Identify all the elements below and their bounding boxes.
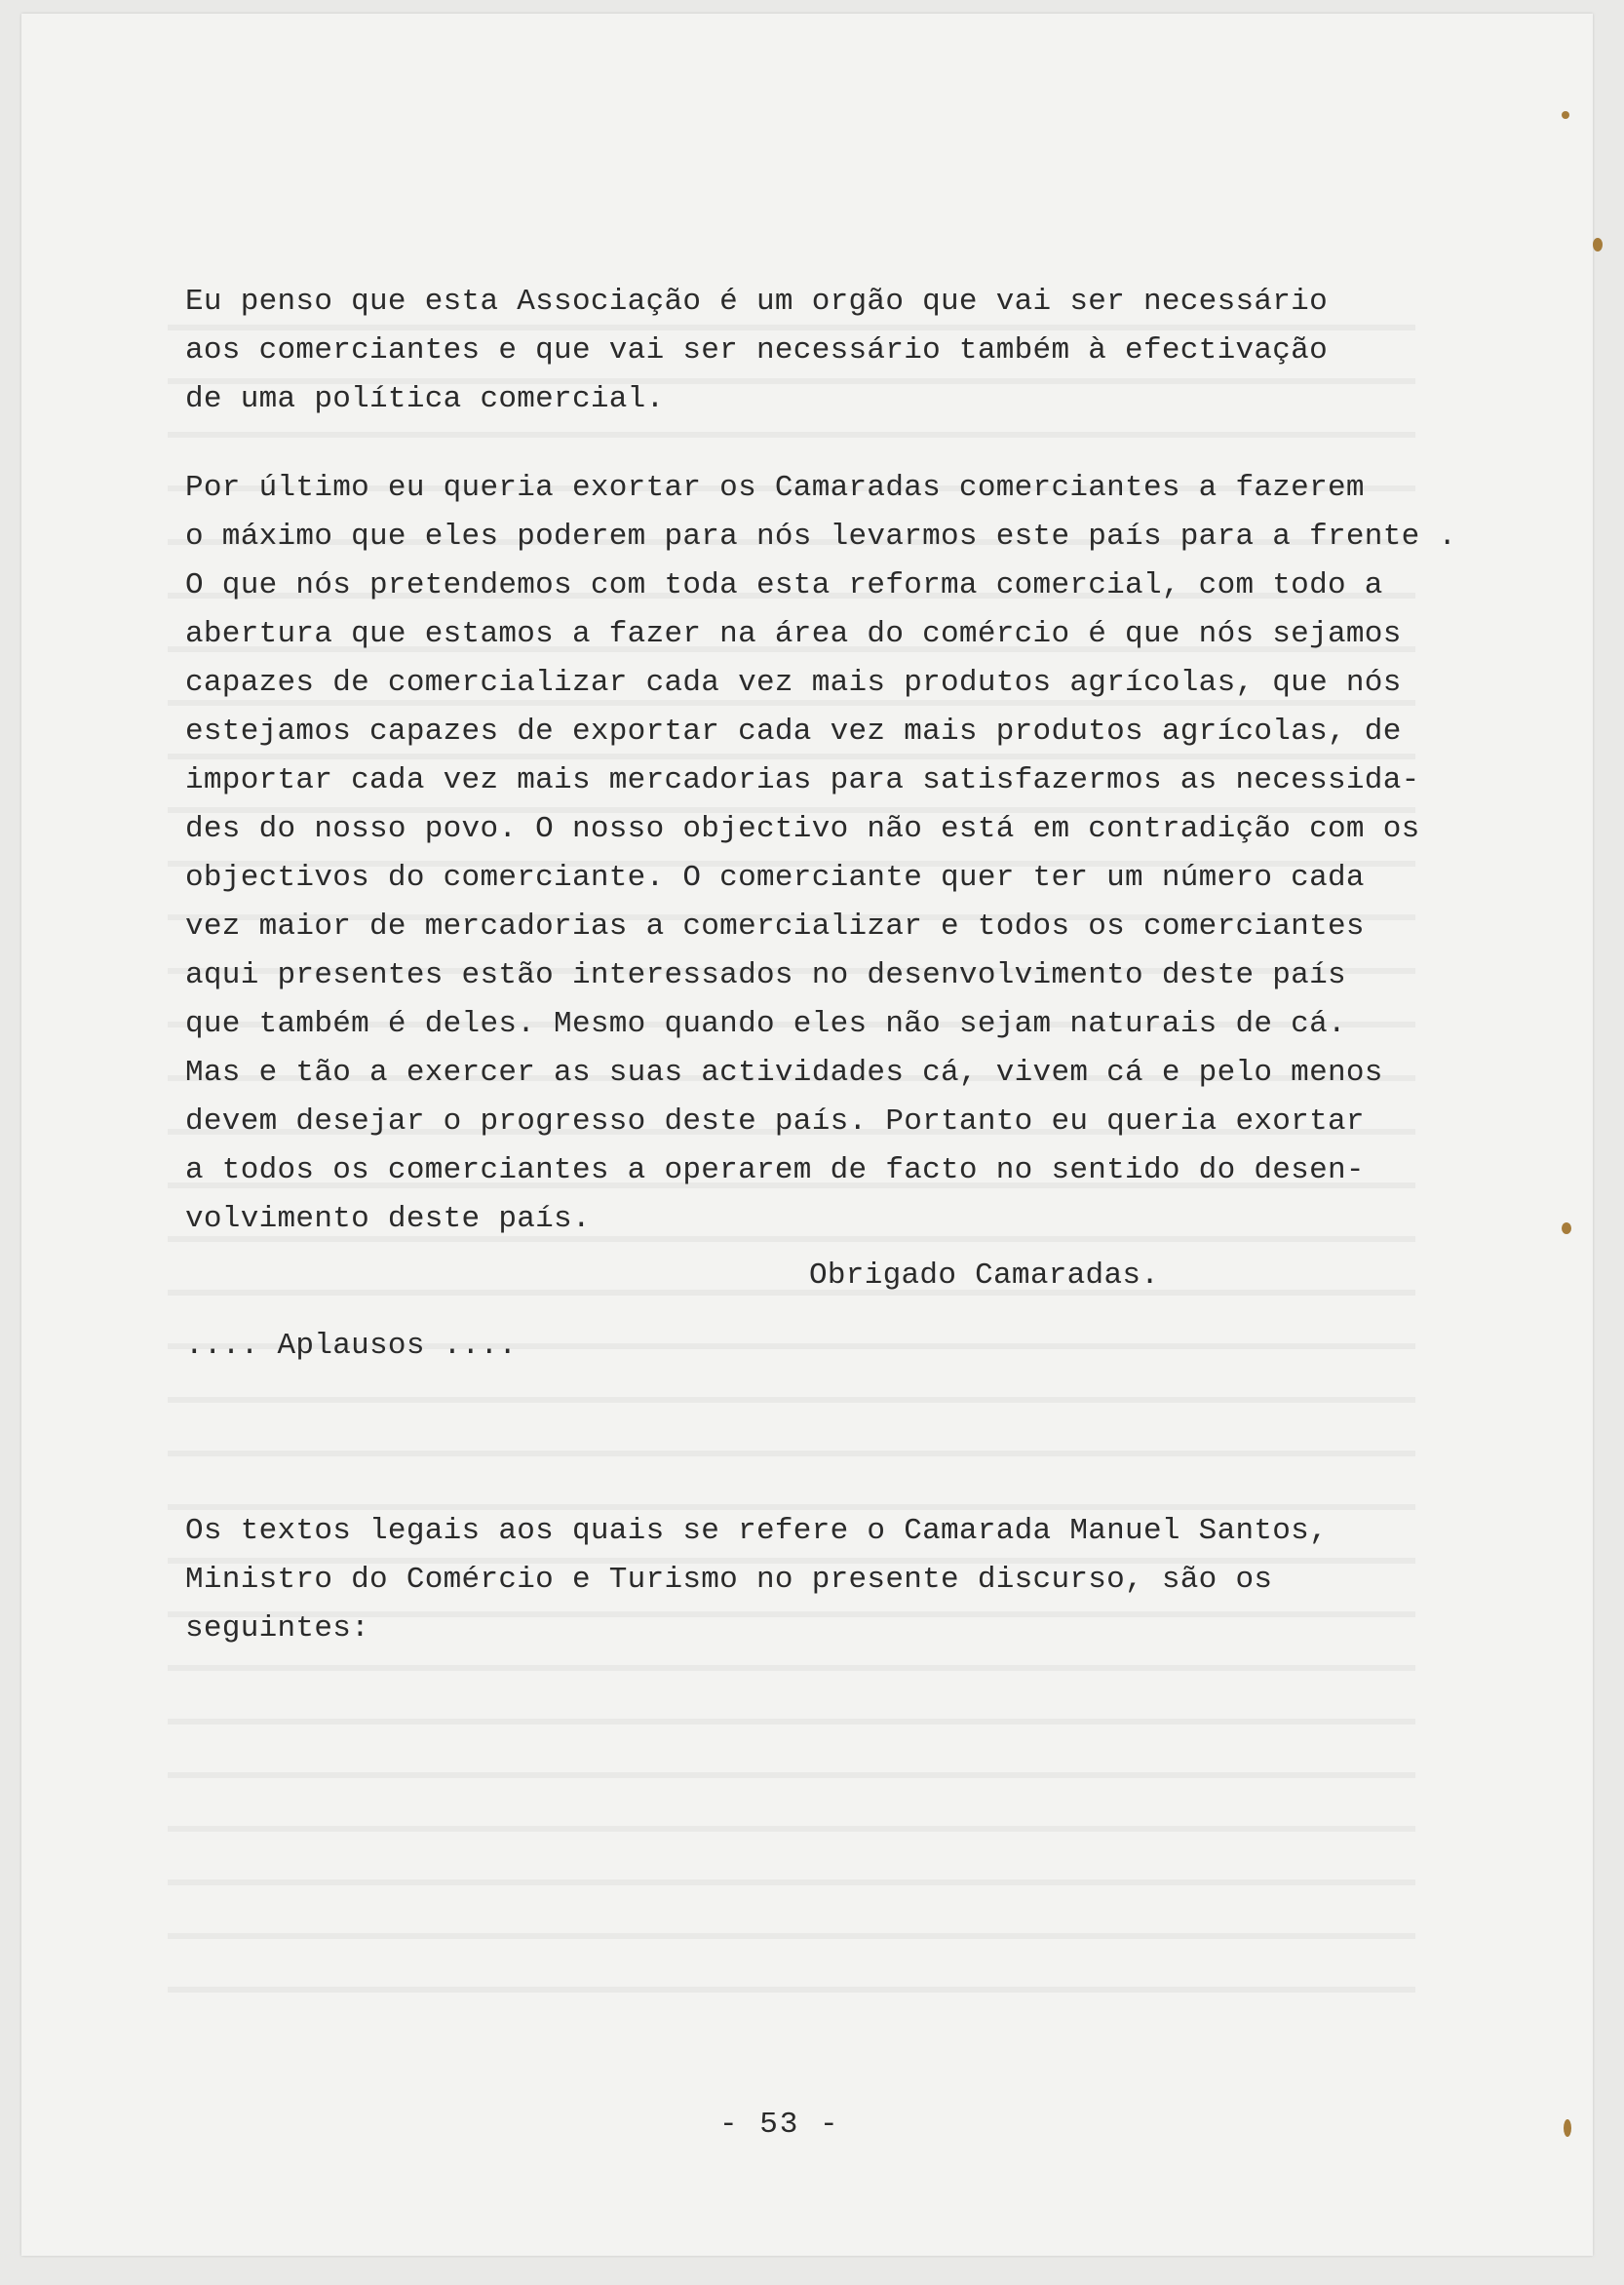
text-line: vez maior de mercadorias a comercializar e todos os comerciantes xyxy=(185,910,1365,944)
text-line: Os textos legais aos quais se refere o Camarada Manuel Santos, xyxy=(185,1514,1328,1548)
text-line: Eu penso que esta Associação é um orgão que vai ser necessário xyxy=(185,285,1328,319)
text-line: que também é deles. Mesmo quando eles não sejam naturais de cá. xyxy=(185,1007,1346,1041)
text-line: Mas e tão a exercer as suas actividades cá, vivem cá e pelo menos xyxy=(185,1056,1383,1090)
paper-speck xyxy=(1593,238,1603,252)
text-line: devem desejar o progresso deste país. Portanto eu queria exortar xyxy=(185,1104,1365,1139)
page-number: - 53 - xyxy=(719,2108,840,2142)
text-line: volvimento deste país. xyxy=(185,1202,591,1236)
paper-speck xyxy=(1562,111,1569,119)
text-line: capazes de comercializar cada vez mais produtos agrícolas, que nós xyxy=(185,666,1402,700)
text-line: Ministro do Comércio e Turismo no presente discurso, são os xyxy=(185,1563,1273,1597)
text-line: abertura que estamos a fazer na área do comércio é que nós sejamos xyxy=(185,617,1402,651)
paper-speck xyxy=(1564,2119,1571,2137)
text-line: a todos os comerciantes a operarem de facto no sentido do desen- xyxy=(185,1153,1365,1187)
paragraph-exhortation xyxy=(185,464,1501,1244)
text-line: Por último eu queria exortar os Camaradas comerciantes a fazerem xyxy=(185,471,1365,505)
text-line: des do nosso povo. O nosso objectivo não está em contradição com os xyxy=(185,812,1420,846)
document-body xyxy=(185,278,1501,1653)
applause-note: .... Aplausos .... xyxy=(185,1329,518,1363)
text-line: seguintes: xyxy=(185,1611,370,1646)
text-line: estejamos capazes de exportar cada vez mais produtos agrícolas, de xyxy=(185,715,1402,749)
text-line: O que nós pretendemos com toda esta reforma comercial, com todo a xyxy=(185,568,1383,602)
paragraph-legal-texts xyxy=(185,1507,1501,1653)
text-line: objectivos do comerciante. O comerciante quer ter um número cada xyxy=(185,861,1365,895)
paper-speck xyxy=(1562,1222,1571,1234)
text-line: aos comerciantes e que vai ser necessário também à efectivação xyxy=(185,333,1328,368)
text-line: aqui presentes estão interessados no desenvolvimento deste país xyxy=(185,958,1346,992)
text-line: importar cada vez mais mercadorias para satisfazermos as necessida- xyxy=(185,763,1420,797)
text-line: de uma política comercial. xyxy=(185,382,665,416)
closing-thanks: Obrigado Camaradas. xyxy=(809,1259,1160,1293)
text-line: o máximo que eles poderem para nós levarmos este país para a frente . xyxy=(185,520,1457,554)
paragraph-association xyxy=(185,278,1501,424)
